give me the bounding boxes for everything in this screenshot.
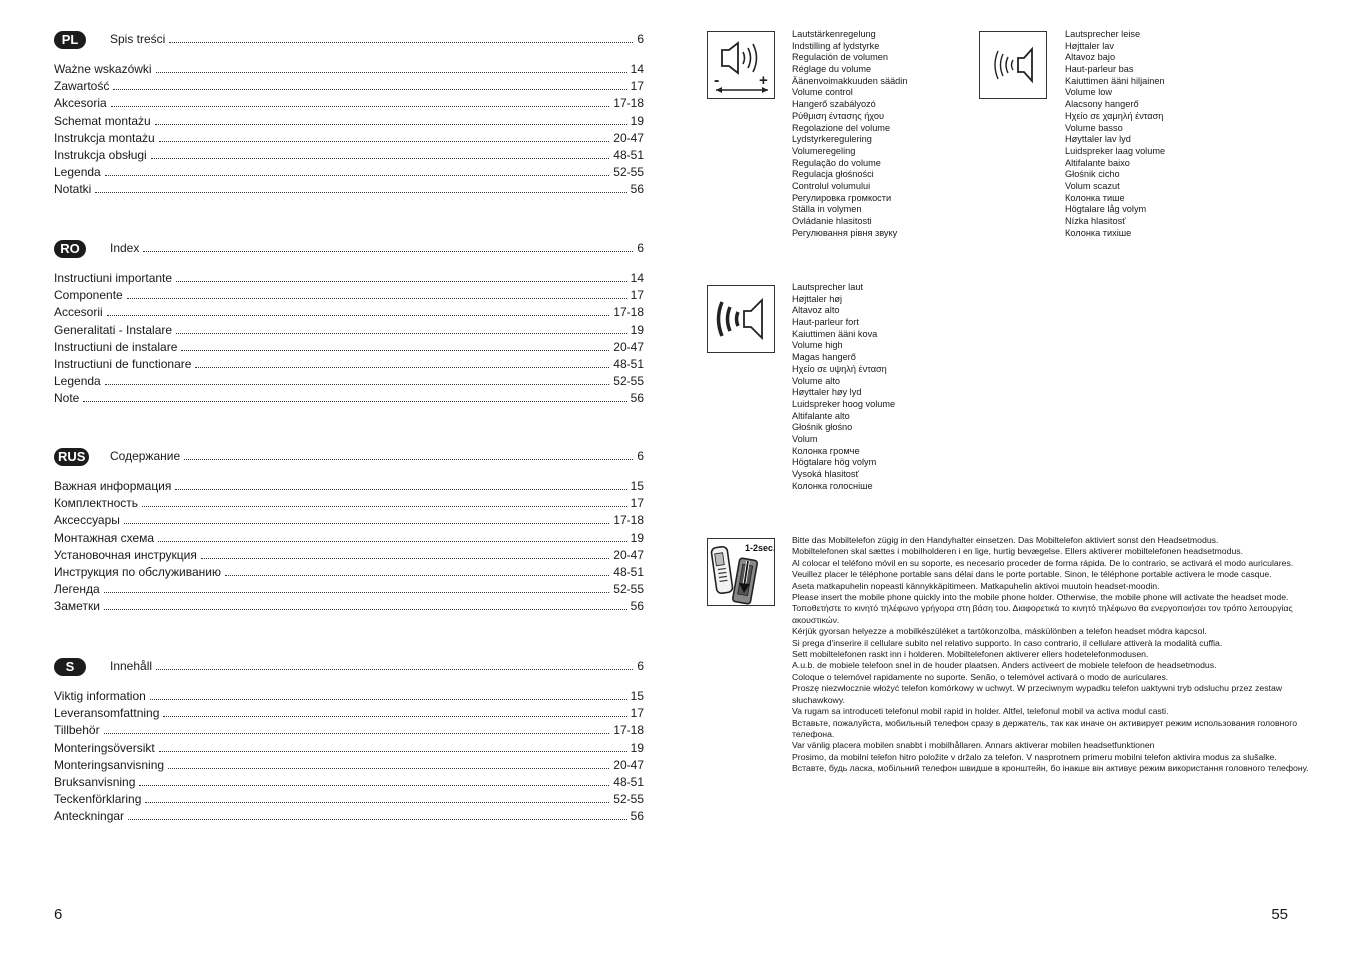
instruction-paragraph: Va rugam sa introduceti telefonul mobil rapid in holder. Altfel, telefonul mobil va activa modul casti. — [792, 706, 1169, 717]
toc-heading-label: Innehåll — [110, 659, 153, 673]
label-line: Høyttaler høy lyd — [792, 387, 862, 398]
dot-leader — [150, 689, 627, 700]
instruction-paragraph: Al colocar el teléfono móvil en su soporte, es necesario proceder de forma rápida. De lo contrario, se activará el modo auriculares. — [792, 557, 1294, 568]
toc-page-ref: 20-47 — [613, 757, 644, 772]
toc-page-ref: 48-51 — [613, 775, 644, 790]
label-line: Altavoz alto — [792, 305, 840, 316]
toc-entry-label: Legenda — [54, 165, 101, 180]
dot-leader — [169, 32, 633, 43]
toc-entry-label: Legenda — [54, 374, 101, 389]
toc-entries — [54, 478, 644, 616]
toc-page-ref: 56 — [630, 809, 644, 824]
label-line: Regulación de volumen — [792, 52, 889, 63]
label-line: Réglage du volume — [792, 64, 872, 75]
toc-heading-label: Содержание — [110, 449, 181, 463]
instruction-paragraph: Please insert the mobile phone quickly into the mobile phone holder. Otherwise, the mobile phone will activate the headset mode. — [792, 592, 1289, 603]
label-line: Lautsprecher laut — [792, 282, 863, 292]
label-line: Højttaler lav — [1065, 40, 1115, 51]
toc-heading — [54, 448, 644, 468]
instruction-paragraph: Var vänlig placera mobilen snabbt i mobilhållaren. Annars aktiverar mobilen headsetfunktionen — [792, 740, 1155, 751]
toc-entry[interactable] — [54, 287, 644, 304]
toc-page-ref: 52-55 — [613, 374, 644, 389]
toc-entry[interactable] — [54, 495, 644, 512]
toc-entry[interactable] — [54, 322, 644, 339]
toc-entry-label: Заметки — [54, 599, 100, 614]
toc-page-ref: 15 — [630, 479, 644, 493]
label-line: Volume basso — [1065, 122, 1123, 133]
toc-entry[interactable] — [54, 547, 644, 564]
dot-leader — [127, 288, 627, 299]
toc-entry-label: Note — [54, 391, 80, 406]
label-line: Volume control — [792, 87, 853, 98]
label-line: Głośnik cicho — [1065, 169, 1120, 180]
page-number-right: 55 — [1271, 906, 1288, 923]
label-line: Колонка тише — [1065, 192, 1125, 203]
right-page — [676, 0, 1351, 954]
toc-entry-label: Monteringsöversikt — [54, 740, 155, 755]
label-line: Ηχείο σε υψηλή ένταση — [792, 363, 887, 374]
toc-entry[interactable] — [54, 270, 644, 287]
toc-entry[interactable] — [54, 78, 644, 95]
toc-heading-label: Index — [110, 241, 140, 255]
toc-heading-label: Spis treści — [110, 32, 166, 46]
toc-page-ref: 6 — [637, 659, 644, 673]
label-line: Alacsony hangerő — [1065, 99, 1139, 110]
label-line: Kaiuttimen ääni hiljainen — [1065, 75, 1165, 86]
instruction-paragraph: Veuillez placer le téléphone portable sans délai dans le porte portable. Sinon, le téléphone portable activera le mode casque. — [792, 569, 1272, 580]
dot-leader — [95, 182, 626, 193]
toc-entry-label: Schemat montażu — [54, 113, 151, 128]
dot-leader — [139, 775, 609, 786]
toc-entry-label: Легенда — [54, 582, 100, 597]
toc-page-ref: 19 — [630, 740, 644, 755]
toc-entry[interactable] — [54, 791, 644, 808]
toc-page-ref: 48-51 — [613, 357, 644, 372]
language-badge: PL — [54, 31, 86, 49]
toc-entry-label: Leveransomfattning — [54, 706, 160, 721]
dot-leader — [105, 165, 610, 176]
label-line: Magas hangerő — [792, 352, 856, 363]
dot-leader — [83, 391, 626, 402]
toc-entry-label: Akcesoria — [54, 96, 107, 111]
label-line: Hangerő szabályozó — [792, 99, 876, 110]
toc-page-ref: 19 — [630, 113, 644, 128]
label-line: Högtalare låg volym — [1065, 204, 1147, 215]
toc-page-ref: 6 — [637, 32, 644, 46]
instruction-paragraph: Prosimo, da mobilni telefon hitro položite v držalo za telefon. V nasprotnem primeru mobilni telefon aktivira modus za slušalke. — [792, 751, 1277, 762]
label-line: Indstilling af lydstyrke — [792, 40, 880, 51]
dot-leader — [181, 340, 609, 351]
toc-entry[interactable] — [54, 390, 644, 407]
instruction-paragraph: Kérjük gyorsan helyezze a mobilkészüléket a tartókonzolba, máskülönben a telefon headset módra kapcsol. — [792, 626, 1207, 637]
toc-entry-label: Bruksanvisning — [54, 775, 136, 790]
toc-page-ref: 20-47 — [613, 339, 644, 354]
label-line: Altavoz bajo — [1065, 52, 1116, 63]
toc-entry[interactable] — [54, 757, 644, 774]
left-page — [0, 0, 675, 954]
phone-insert-icon — [707, 538, 775, 606]
toc-entry[interactable] — [54, 722, 644, 739]
toc-page-ref: 48-51 — [613, 565, 644, 580]
toc-entry[interactable] — [54, 740, 644, 757]
dot-leader — [142, 496, 627, 507]
label-line: Lautsprecher leise — [1065, 29, 1141, 39]
language-badge: S — [54, 658, 86, 676]
dot-leader — [104, 599, 627, 610]
toc-entries — [54, 61, 644, 199]
toc-page-ref: 17-18 — [613, 723, 644, 738]
toc-heading-line[interactable] — [110, 448, 644, 465]
toc-entry-label: Instructiuni de functionare — [54, 357, 192, 372]
instruction-paragraph: Proszę niezwłocznie włożyć telefon komórkowy w uchwyt. W przeciwnym wypadku telefon uaktywni tryb odsluchu przez zestaw słuchawkowy. — [792, 683, 1283, 705]
toc-page-ref: 17-18 — [613, 96, 644, 111]
toc-entry[interactable] — [54, 181, 644, 198]
toc-page-ref: 17-18 — [613, 513, 644, 528]
dot-leader — [176, 271, 627, 282]
label-line: Volume high — [792, 340, 843, 351]
toc-page-ref: 6 — [637, 241, 644, 255]
label-line: Nízka hlasitosť — [1065, 216, 1126, 226]
toc-entry-label: Anteckningar — [54, 809, 125, 824]
volume-control-icon — [707, 31, 775, 99]
toc-page-ref: 20-47 — [613, 547, 644, 562]
instruction-paragraph: Aseta matkapuhelin nopeasti kännykkäpitimeen. Matkapuhelin aktivoi muutoin headset-moodin. — [792, 580, 1160, 591]
toc-entry-label: Componente — [54, 288, 123, 303]
label-line: Volumeregeling — [792, 145, 856, 156]
toc-entry-label: Teckenförklaring — [54, 792, 142, 807]
label-line: Ρύθμιση έντασης ήχου — [792, 110, 885, 121]
toc-section-pl — [54, 31, 644, 199]
timing-label: 1-2sec. — [745, 543, 774, 553]
toc-entry-label: Монтажная схема — [54, 530, 155, 545]
label-line: Volume alto — [792, 375, 841, 386]
toc-entry[interactable] — [54, 705, 644, 722]
label-line: Ηχείο σε χαμηλή ένταση — [1065, 110, 1164, 121]
dot-leader — [163, 706, 626, 717]
toc-entry-label: Instructiuni de instalare — [54, 339, 178, 354]
toc-entry-label: Viktig information — [54, 689, 146, 703]
toc-entry[interactable] — [54, 478, 644, 495]
label-line: Głośnik głośno — [792, 422, 853, 433]
speaker-low-icon — [979, 31, 1047, 99]
label-line: Luidspreker laag volume — [1065, 145, 1166, 156]
toc-entry[interactable] — [54, 373, 644, 390]
toc-entry-label: Комплектность — [54, 496, 139, 511]
toc-page-ref: 19 — [630, 322, 644, 337]
label-line: Regulação do volume — [792, 157, 881, 168]
toc-entry-label: Tillbehör — [54, 723, 100, 738]
dot-leader — [184, 449, 633, 460]
dot-leader — [145, 792, 609, 803]
toc-page-ref: 17 — [630, 496, 644, 511]
label-line: Haut-parleur fort — [792, 317, 859, 328]
toc-entry[interactable] — [54, 164, 644, 181]
dot-leader — [158, 531, 627, 542]
insert-phone-instructions — [792, 535, 1312, 775]
speaker-low-labels — [1065, 29, 1165, 239]
toc-page-ref: 56 — [630, 599, 644, 614]
toc-entry-label: Instrukcja montażu — [54, 130, 155, 145]
toc-entry-label: Ważne wskazówki — [54, 62, 152, 76]
toc-page-ref: 56 — [630, 182, 644, 197]
dot-leader — [124, 513, 609, 524]
dot-leader — [105, 374, 610, 385]
toc-heading — [54, 240, 644, 260]
label-line: Controlul volumului — [792, 180, 871, 191]
toc-entry[interactable] — [54, 130, 644, 147]
label-line: Højttaler høj — [792, 293, 843, 304]
toc-page-ref: 17 — [630, 288, 644, 303]
toc-section-s — [54, 658, 644, 826]
label-line: Ovládanie hlasitosti — [792, 216, 872, 226]
toc-entry[interactable] — [54, 147, 644, 164]
toc-entry[interactable] — [54, 598, 644, 615]
toc-page-ref: 56 — [630, 391, 644, 406]
toc-page-ref: 48-51 — [613, 148, 644, 163]
dot-leader — [155, 114, 627, 125]
minus-sign: - — [714, 72, 720, 89]
dot-leader — [111, 96, 610, 107]
toc-heading-line[interactable] — [110, 658, 644, 675]
toc-page-ref: 52-55 — [613, 792, 644, 807]
speaker-high-labels — [792, 282, 895, 492]
toc-page-ref: 14 — [630, 271, 644, 285]
instruction-paragraph: Вставте, будь ласка, мобільний телефон швидше в кронштейн, бо інакше він активує режим використання головного телефону. — [792, 763, 1309, 774]
toc-heading — [54, 31, 644, 51]
toc-entry-label: Generalitati - Instalare — [54, 322, 173, 337]
toc-entry-label: Установочная инструкция — [54, 547, 197, 562]
toc-entry[interactable] — [54, 688, 644, 705]
label-line: Регулировка громкости — [792, 192, 892, 203]
toc-page-ref: 52-55 — [613, 165, 644, 180]
dot-leader — [107, 305, 610, 316]
toc-page-ref: 6 — [637, 449, 644, 463]
toc-page-ref: 19 — [630, 530, 644, 545]
toc-entry[interactable] — [54, 530, 644, 547]
toc-entries — [54, 270, 644, 408]
language-badge: RUS — [54, 448, 89, 466]
toc-heading-line[interactable] — [110, 240, 644, 257]
label-line: Haut-parleur bas — [1065, 64, 1134, 75]
dot-leader — [128, 809, 627, 820]
toc-entry-label: Инструкция по обслуживанию — [54, 565, 221, 580]
toc-entry[interactable] — [54, 61, 644, 78]
instruction-paragraph: Si prega d'inserire il cellulare subito nel relativo supporto. In caso contrario, il cellulare attiverà la modalità cuffia. — [792, 637, 1223, 648]
page-number-left: 6 — [54, 906, 63, 923]
label-line: Регулювання рівня звуку — [792, 227, 898, 238]
toc-entry[interactable] — [54, 339, 644, 356]
dot-leader — [168, 758, 609, 769]
dot-leader — [104, 723, 610, 734]
dot-leader — [201, 548, 609, 559]
instruction-paragraph: Bitte das Mobiltelefon zügig in den Handyhalter einsetzen. Das Mobiltelefon aktiviert sonst den Headsetmodus. — [792, 535, 1219, 545]
toc-page-ref: 20-47 — [613, 130, 644, 145]
label-line: Altifalante baixo — [1065, 157, 1130, 168]
label-line: Колонка голосніше — [792, 480, 873, 491]
toc-entry[interactable] — [54, 356, 644, 373]
toc-entry-label: Monteringsanvisning — [54, 757, 165, 772]
toc-entry-label: Zawartość — [54, 79, 110, 94]
toc-entry[interactable] — [54, 95, 644, 112]
dot-leader — [195, 357, 609, 368]
label-line: Högtalare hög volym — [792, 457, 877, 468]
label-line: Høyttaler lav lyd — [1065, 134, 1131, 145]
dot-leader — [176, 323, 627, 334]
language-badge: RO — [54, 240, 86, 258]
label-line: Lautstärkenregelung — [792, 29, 876, 39]
instruction-paragraph: Sett mobiltelefonen raskt inn i holderen. Mobiltelefonen aktiverer ellers hodetelefonmodusen. — [792, 649, 1149, 660]
label-line: Lydstyrkeregulering — [792, 134, 872, 145]
toc-entry[interactable] — [54, 774, 644, 791]
dot-leader — [113, 79, 626, 90]
toc-page-ref: 52-55 — [613, 582, 644, 597]
toc-entry-label: Аксессуары — [54, 513, 120, 528]
label-line: Kaiuttimen ääni kova — [792, 328, 878, 339]
toc-entry-label: Accesorii — [54, 305, 103, 320]
dot-leader — [159, 131, 610, 142]
toc-entries — [54, 688, 644, 826]
label-line: Altifalante alto — [792, 410, 850, 421]
label-line: Vysoká hlasitosť — [792, 469, 859, 479]
dot-leader — [156, 62, 627, 73]
dot-leader — [159, 741, 627, 752]
toc-page-ref: 17 — [630, 79, 644, 94]
label-line: Regolazione del volume — [792, 122, 891, 133]
toc-heading-line[interactable] — [110, 31, 644, 48]
instruction-paragraph: Mobiltelefonen skal sættes i mobilholderen i en lige, hurtig bevægelse. Ellers aktiverer mobiltelefonen headsetmodus. — [792, 546, 1244, 557]
dot-leader — [175, 479, 626, 490]
plus-sign: + — [759, 72, 768, 89]
toc-section-ro — [54, 240, 644, 408]
instruction-paragraph: A.u.b. de mobiele telefoon snel in de houder plaatsen. Anders activeert de mobiele telefoon de headsetmodus. — [792, 660, 1217, 671]
dot-leader — [151, 148, 610, 159]
toc-entry-label: Notatki — [54, 182, 92, 197]
toc-section-rus — [54, 448, 644, 616]
toc-entry[interactable] — [54, 304, 644, 321]
toc-page-ref: 17 — [630, 706, 644, 721]
toc-page-ref: 14 — [630, 62, 644, 76]
dot-leader — [225, 565, 609, 576]
label-line: Volum — [792, 433, 818, 444]
label-line: Ställa in volymen — [792, 204, 862, 215]
toc-entry[interactable] — [54, 113, 644, 130]
instruction-paragraph: Coloque o telemóvel rapidamente no suporte. Senão, o telemóvel activará o modo de auriculares. — [792, 671, 1169, 682]
label-line: Колонка тихіше — [1065, 227, 1132, 238]
toc-entry-label: Важная информация — [54, 479, 172, 493]
label-line: Äänenvoimakkuuden säädin — [792, 75, 908, 86]
instruction-paragraph: Τοποθετήστε το κινητό τηλέφωνο γρήγορα στη βάση του. Διαφορετικά το κινητό τηλέφωνο θα ενεργοποιήσει τον τρόπο λειτουργίας ακουστικών. — [792, 603, 1293, 625]
label-line: Regulacja głośności — [792, 169, 874, 180]
toc-page-ref: 17-18 — [613, 305, 644, 320]
instruction-paragraph: Вставьте, пожалуйста, мобильный телефон сразу в держатель, так как иначе он активирует режим использования головного телефона. — [792, 717, 1298, 739]
speaker-high-icon — [707, 285, 775, 353]
toc-entry-label: Instructiuni importante — [54, 271, 173, 285]
dot-leader — [104, 582, 610, 593]
label-line: Luidspreker hoog volume — [792, 398, 896, 409]
label-line: Колонка громче — [792, 445, 860, 456]
toc-page-ref: 15 — [630, 689, 644, 703]
toc-entry[interactable] — [54, 512, 644, 529]
volume-control-labels — [792, 29, 907, 239]
toc-entry[interactable] — [54, 564, 644, 581]
label-line: Volume low — [1065, 87, 1112, 98]
label-line: Volum scazut — [1065, 180, 1120, 191]
dot-leader — [156, 659, 633, 670]
dot-leader — [143, 241, 633, 252]
toc-entry-label: Instrukcja obsługi — [54, 148, 147, 163]
toc-entry[interactable] — [54, 808, 644, 825]
toc-heading — [54, 658, 644, 678]
toc-entry[interactable] — [54, 581, 644, 598]
